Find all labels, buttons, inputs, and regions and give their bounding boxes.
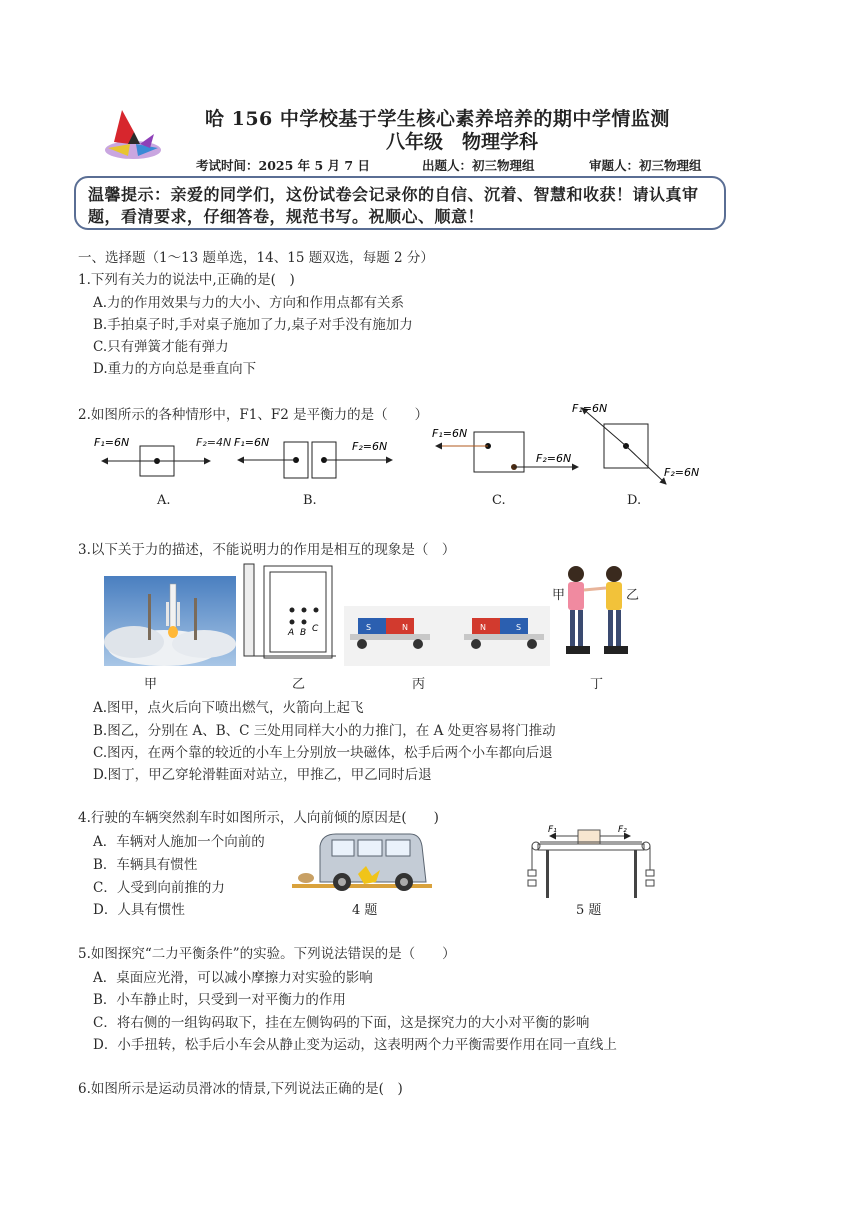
q2-c-f1-label: F₁=6N <box>432 427 468 440</box>
q2-d-f2-label: F₂=6N <box>664 466 700 479</box>
q2-label-b: B. <box>303 493 317 508</box>
notice-box <box>74 176 726 230</box>
magnet1-n: N <box>402 623 408 632</box>
notice-text: 温馨提示：亲爱的同学们，这份试卷会记录你的自信、沉着、智慧和收获！请认真审题，看清要求，仔细答卷，规范书写。祝顺心、顺意！ <box>88 185 699 226</box>
q1-stem: 1.下列有关力的说法中,正确的是( ) <box>78 272 295 288</box>
q6-stem: 6.如图所示是运动员滑冰的情景,下列说法正确的是( ) <box>78 1081 403 1097</box>
q2-stem: 2.如图所示的各种情形中，F1、F2 是平衡力的是（ ） <box>78 407 429 423</box>
door-label-a: A <box>288 628 295 638</box>
q5-f1-label: F₁ <box>548 825 557 835</box>
q3-option-c: C.图丙，在两个靠的较近的小车上分别放一块磁体，松手后两个小车都向后退 <box>93 745 553 761</box>
skater-label-yi: 乙 <box>626 588 640 603</box>
q3-option-d: D.图丁，甲乙穿轮滑鞋面对站立，甲推乙，甲乙同时后退 <box>93 767 432 783</box>
q3-option-b: B.图乙，分别在 A、B、C 三处用同样大小的力推门，在 A 处更容易将门推动 <box>93 723 556 739</box>
q3-door-figure <box>240 560 340 660</box>
q2-a-f2-label: F₂=4N <box>196 436 232 449</box>
q5-option-c: C．将右侧的一组钩码取下，挂在左侧钩码的下面，这是探究力的大小对平衡的影响 <box>93 1015 590 1031</box>
q3-caption-bing: 丙 <box>412 677 426 692</box>
q2-label-c: C. <box>492 493 506 508</box>
q4-option-b: B．车辆具有惯性 <box>93 857 198 873</box>
q2-a-f1-label: F₁=6N <box>94 436 130 449</box>
q3-rocket-photo <box>104 576 236 666</box>
exam-subtitle: 八年级 物理学科 <box>386 131 539 153</box>
exam-time: 考试时间：2025 年 5 月 7 日 <box>196 158 370 173</box>
q5-option-a: A．桌面应光滑，可以减小摩擦力对实验的影响 <box>93 970 373 986</box>
q3-magnet-carts <box>344 606 550 666</box>
q3-stem: 3.以下关于力的描述，不能说明力的作用是相互的现象是（ ） <box>78 542 456 558</box>
q3-option-a: A.图甲，点火后向下喷出燃气，火箭向上起飞 <box>93 700 364 716</box>
q1-option-d: D.重力的方向总是垂直向下 <box>93 361 257 377</box>
q4-van-figure <box>292 826 432 896</box>
q3-caption-yi: 乙 <box>292 677 306 692</box>
q2-b-f1-label: F₁=6N <box>234 436 270 449</box>
magnet2-n: N <box>480 623 486 632</box>
magnet1-s: S <box>366 623 372 632</box>
q4-option-c: C．人受到向前推的力 <box>93 880 225 896</box>
q2-figure-a <box>88 432 213 482</box>
question-setter: 出题人：初三物理组 <box>422 158 535 173</box>
q5-apparatus-figure <box>526 820 656 900</box>
school-logo <box>100 104 166 170</box>
skater-label-jia: 甲 <box>552 588 566 603</box>
door-label-b: B <box>300 628 307 638</box>
q2-d-f1-label: F₁=6N <box>572 402 608 415</box>
q2-figure-c <box>428 420 588 480</box>
magnet2-s: S <box>516 623 522 632</box>
q5-stem: 5.如图探究“二力平衡条件”的实验。下列说法错误的是（ ） <box>78 946 456 962</box>
q2-figure-b <box>232 432 402 482</box>
q5-f2-label: F₂ <box>618 825 627 835</box>
q1-option-a: A.力的作用效果与力的大小、方向和作用点都有关系 <box>93 295 405 311</box>
q2-c-f2-label: F₂=6N <box>536 452 572 465</box>
q4-caption: 4 题 <box>352 903 378 918</box>
q5-caption: 5 题 <box>576 903 602 918</box>
q4-option-a: A．车辆对人施加一个向前的 <box>93 834 265 850</box>
q2-label-a: A. <box>157 493 171 508</box>
q1-option-c: C.只有弹簧才能有弹力 <box>93 339 229 355</box>
q5-option-d: D．小手扭转，松手后小车会从静止变为运动，这表明两个力平衡需要作用在同一直线上 <box>93 1037 617 1053</box>
q3-caption-ding: 丁 <box>590 677 604 692</box>
q2-b-f2-label: F₂=6N <box>352 440 388 453</box>
q5-option-b: B．小车静止时，只受到一对平衡力的作用 <box>93 992 346 1008</box>
q3-caption-jia: 甲 <box>144 677 158 692</box>
q2-label-d: D. <box>627 493 642 508</box>
section-title: 一、选择题（1～13 题单选，14、15 题双选，每题 2 分） <box>78 250 434 266</box>
question-reviewer: 审题人：初三物理组 <box>589 158 702 173</box>
exam-title: 哈 156 中学校基于学生核心素养培养的期中学情监测 <box>205 108 670 130</box>
q1-option-b: B.手拍桌子时,手对桌子施加了力,桌子对手没有施加力 <box>93 317 413 333</box>
q3-skaters-figure <box>548 560 648 670</box>
door-label-c: C <box>312 624 319 634</box>
q4-stem: 4.行驶的车辆突然刹车时如图所示，人向前倾的原因是( ) <box>78 810 439 826</box>
q2-figure-d <box>566 398 706 490</box>
q4-option-d: D．人具有惯性 <box>93 902 185 918</box>
